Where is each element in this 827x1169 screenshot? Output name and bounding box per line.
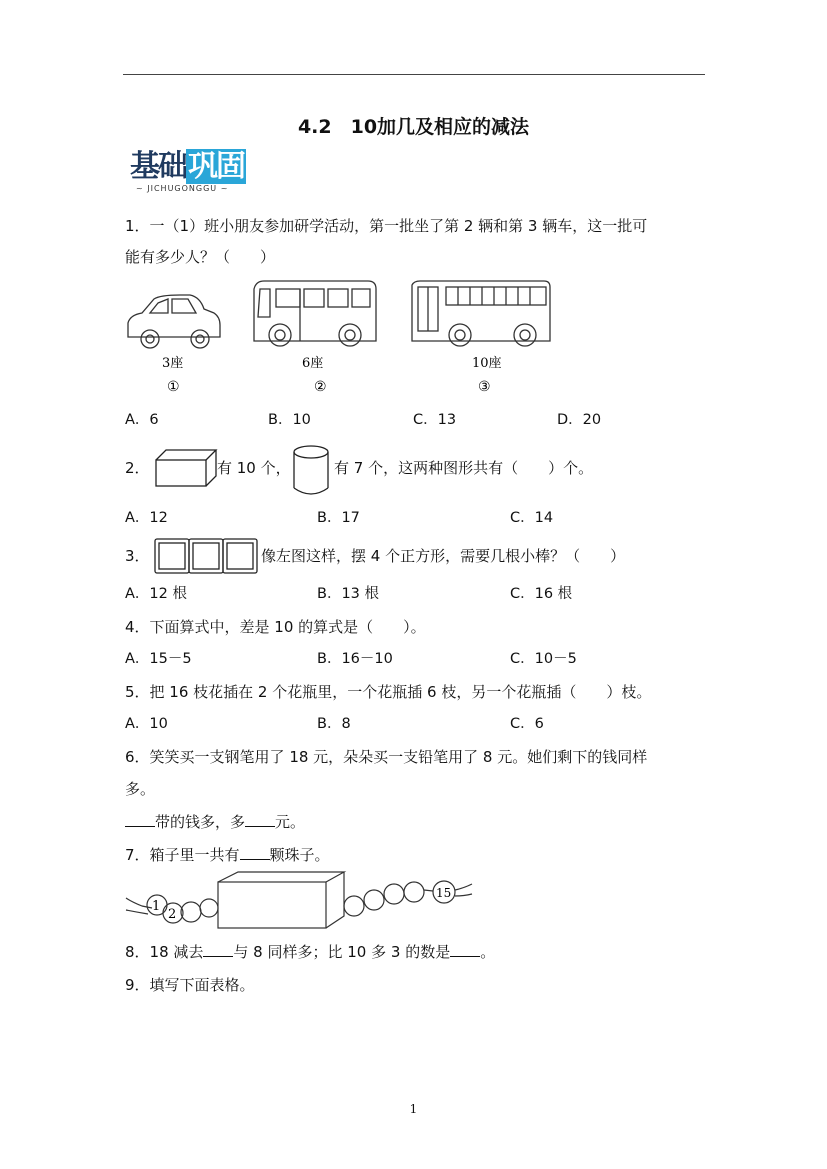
- q4-text: 4．下面算式中，差是 10 的算式是（ ）。: [125, 618, 426, 636]
- q5-option-a[interactable]: A．10: [125, 716, 168, 732]
- q6-fill-text-b: 元。: [275, 813, 306, 831]
- q3-text: 像左图这样，摆 4 个正方形，需要几根小棒？（ ）: [261, 547, 626, 565]
- q1-line2: 能有多少人？（ ）: [125, 248, 276, 266]
- q7-line: [125, 845, 330, 865]
- q1-vehicles-figure: [120, 275, 560, 400]
- vehicle-2-number: ②: [314, 379, 327, 395]
- q5-text: 5．把 16 枝花插在 2 个花瓶里，一个花瓶插 6 枝，另一个花瓶插（ ）枝。: [125, 683, 652, 701]
- q2-option-c[interactable]: C．14: [510, 510, 554, 526]
- matchstick-squares-figure: [152, 535, 262, 577]
- bus-10-seat-icon: [412, 281, 550, 346]
- section-logo: [130, 150, 280, 198]
- q1-option-d[interactable]: D．20: [557, 412, 602, 428]
- q1-option-a[interactable]: A．6: [125, 412, 159, 428]
- logo-subtitle: ~ JICHUGONGGU ~: [136, 184, 229, 193]
- q9-text: 9．填写下面表格。: [125, 976, 255, 994]
- q3-option-a[interactable]: A．12 根: [125, 586, 187, 602]
- logo-text-2: 巩固: [188, 149, 244, 184]
- page-title: 4.2 10加几及相应的减法: [297, 116, 530, 138]
- q7-text-b: 颗珠子。: [269, 846, 330, 864]
- bead-box-figure: [122, 868, 474, 934]
- q2-option-b[interactable]: B．17: [317, 510, 360, 526]
- q6-line1: 6．笑笑买一支钢笔用了 18 元，朵朵买一支铅笔用了 8 元。她们剩下的钱同样: [125, 748, 648, 766]
- vehicle-1-seats: 3座: [162, 356, 184, 371]
- q8-blank-2[interactable]: [450, 942, 480, 957]
- q6-line2: 多。: [125, 780, 156, 798]
- cuboid-icon: [152, 446, 218, 490]
- vehicle-1-number: ①: [167, 379, 180, 395]
- q6-blank-1[interactable]: [125, 812, 155, 827]
- cylinder-icon: [288, 442, 334, 498]
- car-icon: [128, 295, 220, 348]
- q1-option-c[interactable]: C．13: [413, 412, 457, 428]
- q5-option-c[interactable]: C．6: [510, 716, 544, 732]
- q8-line: [125, 942, 495, 962]
- vehicle-2-seats: 6座: [302, 356, 324, 371]
- q4-option-c[interactable]: C．10－5: [510, 651, 577, 667]
- q3-option-b[interactable]: B．13 根: [317, 586, 380, 602]
- vehicle-3-seats: 10座: [472, 356, 502, 371]
- q3-option-c[interactable]: C．16 根: [510, 586, 573, 602]
- q2-text-b: 有 7 个，这两种图形共有（ ）个。: [334, 459, 594, 477]
- q2-number: 2．: [125, 459, 150, 477]
- box-icon: [218, 882, 326, 928]
- q8-text-c: 。: [480, 943, 496, 961]
- q8-text-a: 8．18 减去: [125, 943, 204, 961]
- q6-blank-2[interactable]: [245, 812, 275, 827]
- bead-1-label: 1: [152, 899, 161, 914]
- page-number: 1: [409, 1102, 418, 1116]
- q4-option-a[interactable]: A．15－5: [125, 651, 192, 667]
- q2-option-a[interactable]: A．12: [125, 510, 168, 526]
- q1-line1: 1．一（1）班小朋友参加研学活动，第一批坐了第 2 辆和第 3 辆车，这一批可: [125, 217, 648, 235]
- q6-fill-text-a: 带的钱多，多: [155, 813, 246, 831]
- q2-text-a: 有 10 个，: [217, 459, 291, 477]
- q8-text-b: 与 8 同样多；比 10 多 3 的数是: [233, 943, 451, 961]
- logo-text-1: 基础: [130, 149, 186, 184]
- q8-blank-1[interactable]: [203, 942, 233, 957]
- q7-blank[interactable]: [240, 845, 270, 860]
- q1-option-b[interactable]: B．10: [268, 412, 311, 428]
- q4-option-b[interactable]: B．16－10: [317, 651, 393, 667]
- bead-2-label: 2: [168, 907, 177, 922]
- vehicle-3-number: ③: [478, 379, 491, 395]
- header-rule: [123, 74, 705, 75]
- q6-fill-line: [125, 812, 305, 832]
- bead-15-label: 15: [436, 886, 452, 900]
- q3-number: 3．: [125, 547, 150, 565]
- q5-option-b[interactable]: B．8: [317, 716, 351, 732]
- q7-text-a: 7．箱子里一共有: [125, 846, 240, 864]
- bus-6-seat-icon: [254, 281, 376, 346]
